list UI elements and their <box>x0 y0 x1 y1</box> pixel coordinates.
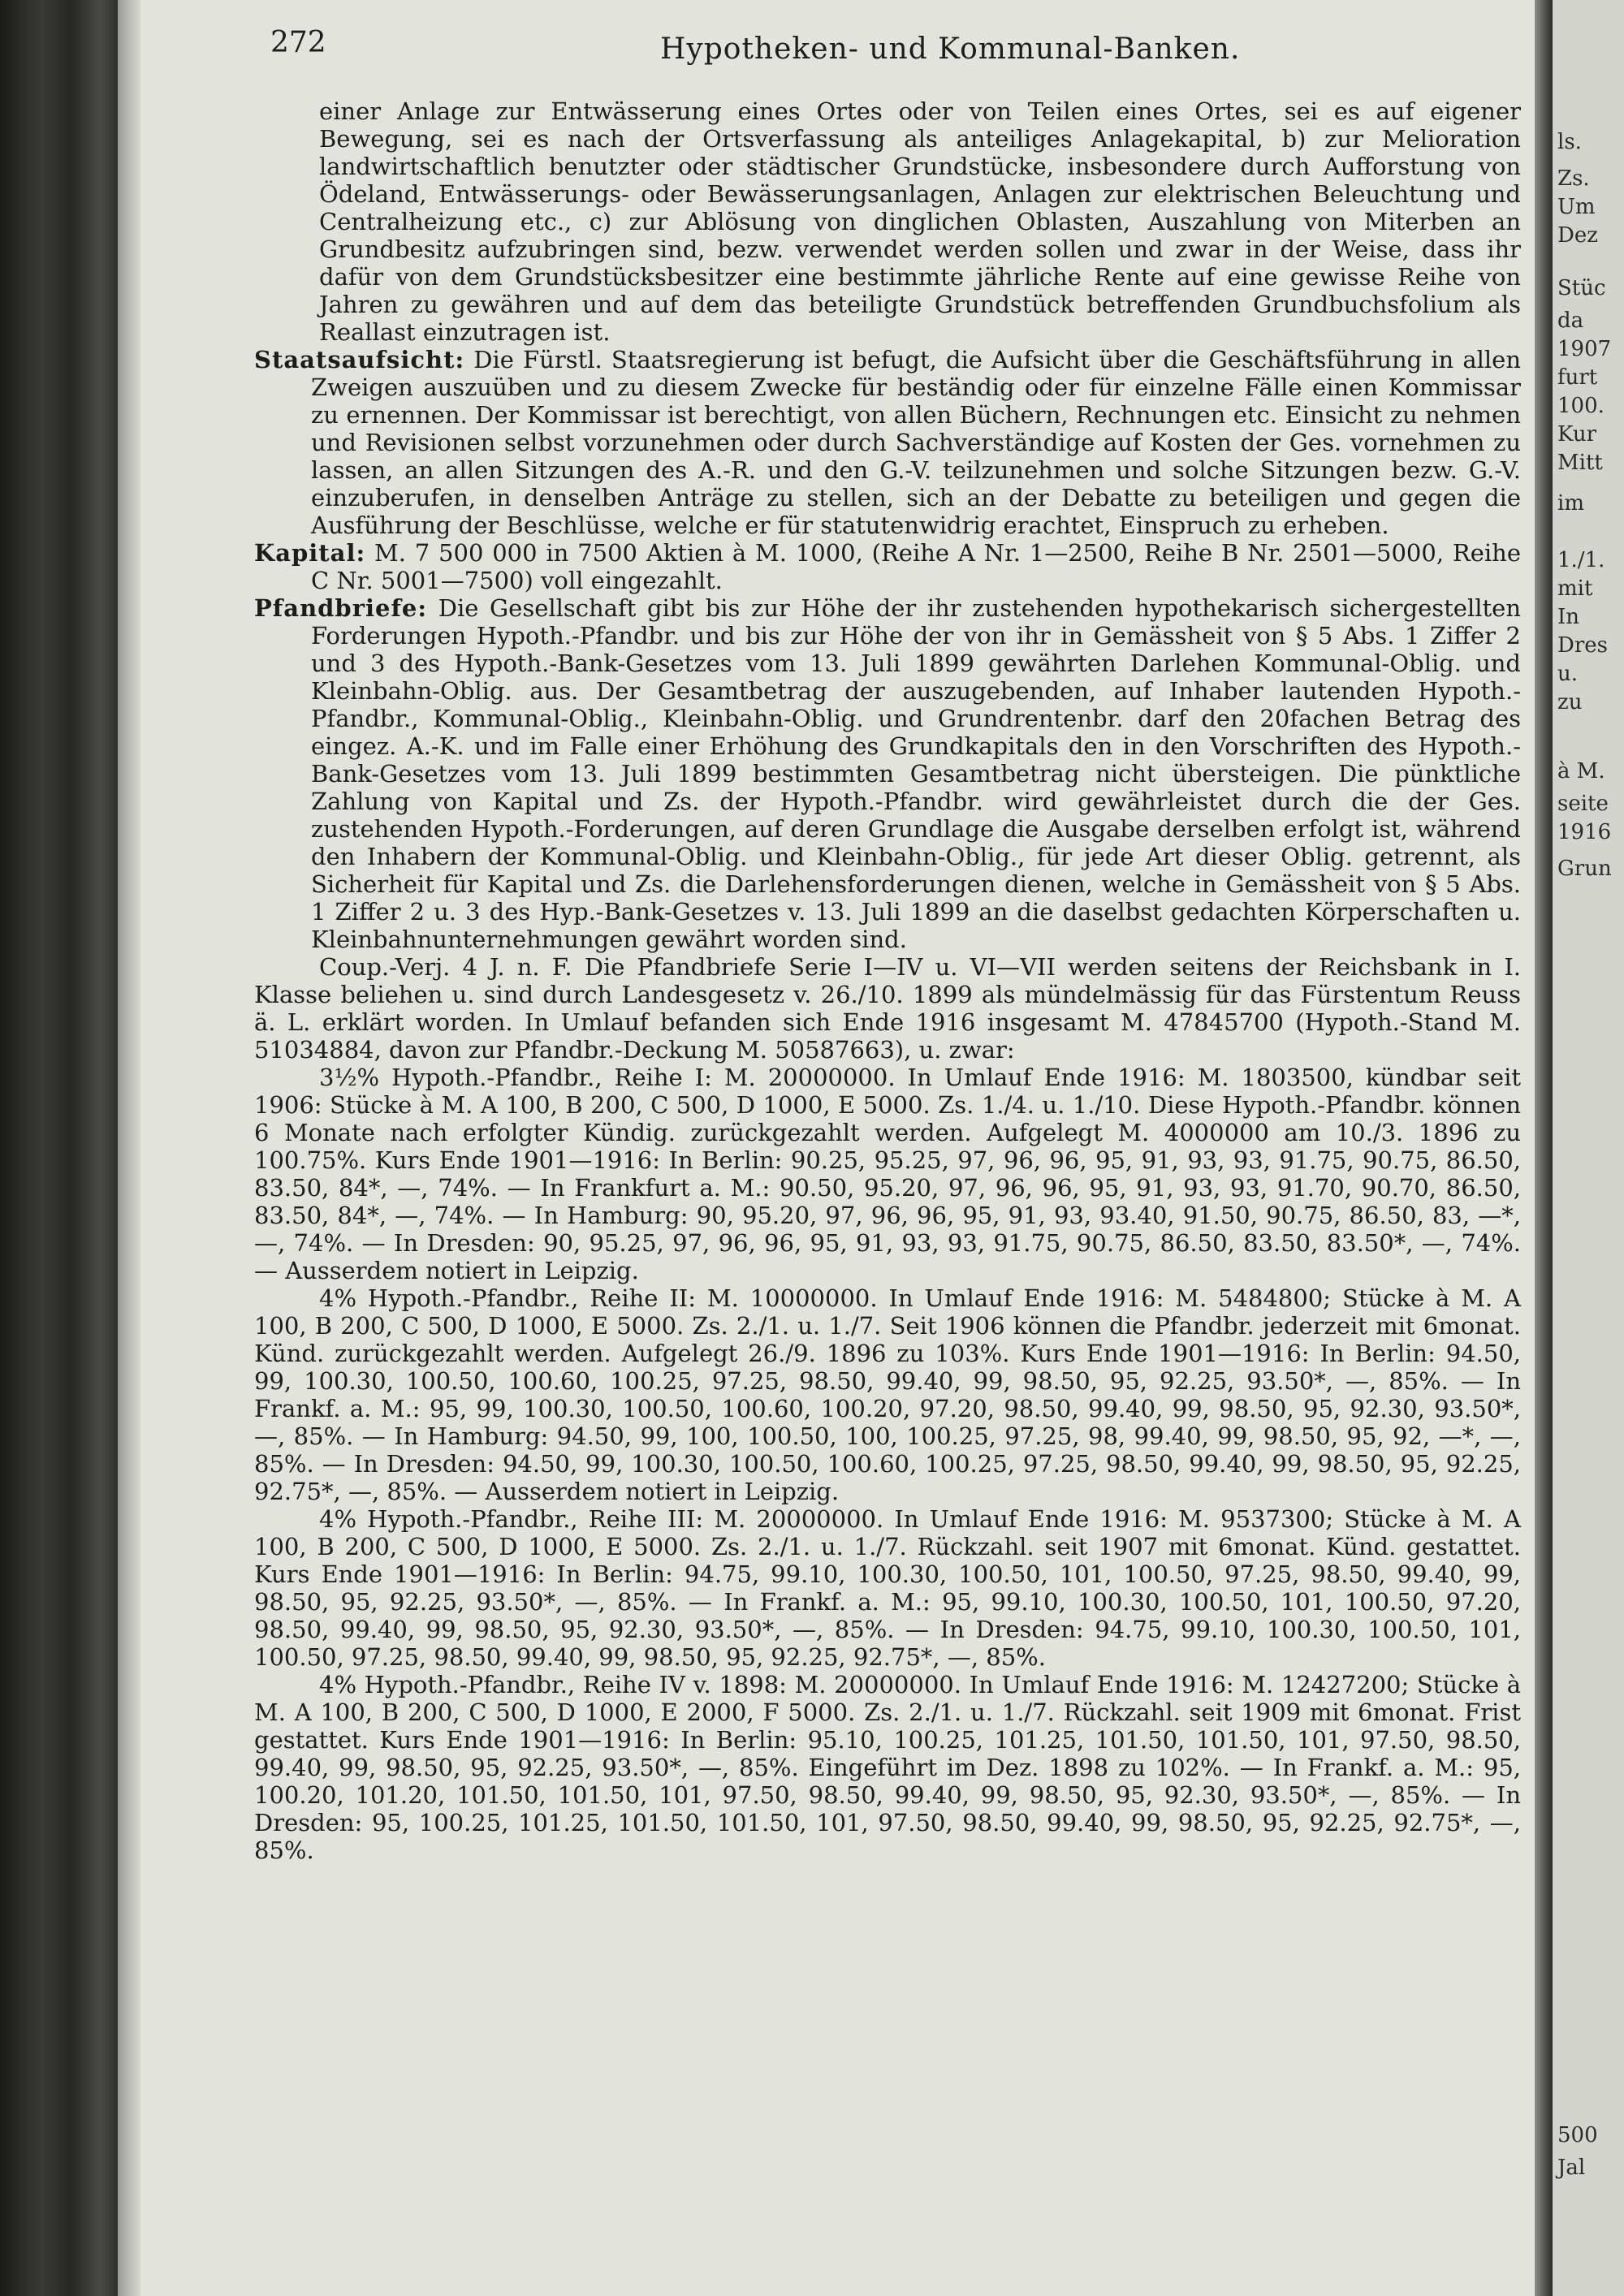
next-page-fragment: 1./1. <box>1557 548 1605 572</box>
kapital-section <box>254 539 1521 594</box>
page-body <box>254 97 1521 1864</box>
next-page-fragment: 1907 <box>1557 337 1612 361</box>
next-page-fragment: 500 <box>1557 2123 1598 2147</box>
next-page-fragment: Dez <box>1557 223 1598 248</box>
reihe-4-paragraph: 4% Hypoth.-Pfandbr., Reihe IV v. 1898: M. 20000000. In Umlauf Ende 1916: M. 12427200; Stücke à M. A 100, B 200, C 500, D 1000, E 2000, F 5000. Zs. 2./1. u. 1./7. Rückzahl. seit 1909 mit 6monat. Frist gestattet. Kurs Ende 1901—1916: In Berlin: 95.10, 100.25, 101.25, 101.50, 101.50, 101, 97.50, 98.50, 99.40, 99, 98.50, 95, 92.25, 93.50*, —, 85%. Eingeführt im Dez. 1898 zu 102%. — In Frankf. a. M.: 95, 100.20, 101.20, 101.50, 101.50, 101, 97.50, 98.50, 99.40, 99, 98.50, 95, 92.30, 93.50*, —, 85%. — In Dresden: 95, 100.25, 101.25, 101.50, 101.50, 101, 97.50, 98.50, 99.40, 99, 98.50, 95, 92.25, 92.75*, —, 85%. <box>254 1671 1521 1864</box>
pfandbriefe-label: Pfandbriefe: <box>254 594 428 622</box>
next-page-fragment: da <box>1557 309 1584 333</box>
book-binding <box>0 0 118 2296</box>
reihe-1-paragraph: 3½% Hypoth.-Pfandbr., Reihe I: M. 20000000. In Umlauf Ende 1916: M. 1803500, kündbar seit 1906: Stücke à M. A 100, B 200, C 500, D 1000, E 5000. Zs. 1./4. u. 1./10. Diese Hypoth.-Pfandbr. können 6 Monate nach erfolgter Kündig. zurückgezahlt werden. Aufgelegt M. 4000000 am 10./3. 1896 zu 100.75%. Kurs Ende 1901—1916: In Berlin: 90.25, 95.25, 97, 96, 96, 95, 91, 93, 93, 91.75, 90.75, 86.50, 83.50, 84*, —, 74%. — In Frankfurt a. M.: 90.50, 95.20, 97, 96, 96, 95, 91, 93, 93, 91.70, 90.70, 86.50, 83.50, 84*, —, 74%. — In Hamburg: 90, 95.20, 97, 96, 96, 95, 91, 93, 93.40, 91.50, 90.75, 86.50, 83, —*, —, 74%. — In Dresden: 90, 95.25, 97, 96, 96, 95, 91, 93, 93, 91.75, 90.75, 86.50, 83.50, 83.50*, —, 74%. — Ausserdem notiert in Leipzig. <box>254 1064 1521 1284</box>
reihe-2-paragraph: 4% Hypoth.-Pfandbr., Reihe II: M. 10000000. In Umlauf Ende 1916: M. 5484800; Stücke à M. A 100, B 200, C 500, D 1000, E 5000. Zs. 2./1. u. 1./7. Seit 1906 können die Pfandbr. jederzeit mit 6monat. Künd. zurückgezahlt werden. Aufgelegt 26./9. 1896 zu 103%. Kurs Ende 1901—1916: In Berlin: 94.50, 99, 100.30, 100.50, 100.60, 100.25, 97.25, 98.50, 99.40, 99, 98.50, 95, 92.25, 93.50*, —, 85%. — In Frankf. a. M.: 95, 99, 100.30, 100.50, 100.60, 100.20, 97.20, 98.50, 99.40, 99, 98.50, 95, 92.30, 93.50*, —, 85%. — In Hamburg: 94.50, 99, 100, 100.50, 100, 100.25, 97.25, 98, 99.40, 99, 98.50, 95, 92, —*, —, 85%. — In Dresden: 94.50, 99, 100.30, 100.50, 100.60, 100.25, 97.25, 98.50, 99.40, 99, 98.50, 95, 92.25, 92.75*, —, 85%. — Ausserdem notiert in Leipzig. <box>254 1284 1521 1505</box>
staatsaufsicht-section <box>254 346 1521 539</box>
next-page-fragment: In <box>1557 605 1580 629</box>
page-number: 272 <box>270 26 326 59</box>
next-page-fragment: ls. <box>1557 130 1582 154</box>
kapital-label: Kapital: <box>254 539 366 567</box>
page-gutter <box>118 0 140 2296</box>
next-page-fragment: Kur <box>1557 422 1597 447</box>
next-page-fragment: seite <box>1557 792 1609 816</box>
next-page-fragment: à M. <box>1557 759 1605 783</box>
intro-paragraph: einer Anlage zur Entwässerung eines Ortes oder von Teilen eines Ortes, sei es auf eigener Bewegung, sei es nach der Ortsverfassung als anteiliges Anlagekapital, b) zur Melioration landwirtschaftlich benutzter oder städtischer Grundstücke, insbesondere durch Aufforstung von Ödeland, Entwässerungs- oder Bewässerungsanlagen, Anlagen zur elektrischen Beleuchtung und Centralheizung etc., c) zur Ablösung von dinglichen Oblasten, Auszahlung von Miterben an Grundbesitz aufzubringen sind, bezw. verwendet werden sollen und zwar in der Weise, dass ihr dafür von dem Grundstücksbesitzer eine bestimmte jährliche Rente auf eine gewisse Reihe von Jahren zu gewähren und auf dem das beteiligte Grundstück betreffenden Grundbuchsfolium als Reallast einzutragen ist. <box>319 97 1521 346</box>
document-page <box>140 0 1543 2296</box>
next-page-fragment: 1916 <box>1557 820 1612 844</box>
next-page-fragment: 100. <box>1557 394 1605 418</box>
next-page-fragment: Stüc <box>1557 276 1606 300</box>
next-page-fragment: furt <box>1557 365 1598 390</box>
next-page-edge <box>1553 0 1624 2296</box>
kapital-text: M. 7 500 000 in 7500 Aktien à M. 1000, (Reihe A Nr. 1—2500, Reihe B Nr. 2501—5000, Reihe C Nr. 5001—7500) voll eingezahlt. <box>311 539 1521 594</box>
next-page-fragment: Zs. <box>1557 166 1590 191</box>
next-page-fragment: im <box>1557 491 1584 516</box>
pfandbriefe-section <box>254 594 1521 953</box>
staatsaufsicht-text: Die Fürstl. Staatsregierung ist befugt, die Aufsicht über die Geschäftsführung in allen Zweigen auszuüben und zu diesem Zwecke für beständig oder für einzelne Fälle einen Kommissar zu ernennen. Der Kommissar ist berechtigt, von allen Büchern, Rechnungen etc. Einsicht zu nehmen und Revisionen selbst vorzunehmen oder durch Sachverständige auf Kosten der Ges. vornehmen zu lassen, an allen Sitzungen des A.-R. und den G.-V. teilzunehmen und solche Sitzungen bezw. G.-V. einzuberufen, in denselben Anträge zu stellen, sich an der Debatte zu beteiligen und gegen die Ausführung der Beschlüsse, welche er für statutenwidrig erachtet, Einspruch zu erheben. <box>311 346 1521 539</box>
running-head: Hypotheken- und Kommunal-Banken. <box>660 32 1241 66</box>
next-page-fragment: zu <box>1557 690 1583 714</box>
next-page-fragment: Dres <box>1557 633 1609 658</box>
next-page-fragment: Mitt <box>1557 451 1603 475</box>
page-edge-shadow <box>1535 0 1553 2296</box>
next-page-fragment: Grun <box>1557 857 1612 881</box>
coupon-paragraph: Coup.-Verj. 4 J. n. F. Die Pfandbriefe Serie I—IV u. VI—VII werden seitens der Reichsbank in I. Klasse beliehen u. sind durch Landesgesetz v. 26./10. 1899 als mündelmässig für das Fürstentum Reuss ä. L. erklärt worden. In Umlauf befanden sich Ende 1916 insgesamt M. 47845700 (Hypoth.-Stand M. 51034884, davon zur Pfandbr.-Deckung M. 50587663), u. zwar: <box>254 953 1521 1064</box>
pfandbriefe-text: Die Gesellschaft gibt bis zur Höhe der ihr zustehenden hypothekarisch sichergestellten Forderungen Hypoth.-Pfandbr. und bis zur Höhe der von ihr in Gemässheit von § 5 Abs. 1 Ziffer 2 und 3 des Hypoth.-Bank-Gesetzes vom 13. Juli 1899 gewährten Darlehen Kommunal-Oblig. und Kleinbahn-Oblig. aus. Der Gesamtbetrag der auszugebenden, auf Inhaber lautenden Hypoth.-Pfandbr., Kommunal-Oblig., Kleinbahn-Oblig. und Grundrentenbr. darf den 20fachen Betrag des eingez. A.-K. und im Falle einer Erhöhung des Grundkapitals den in den Vorschriften des Hypoth.-Bank-Gesetzes vom 13. Juli 1899 bestimmten Gesamtbetrag nicht übersteigen. Die pünktliche Zahlung von Kapital und Zs. der Hypoth.-Pfandbr. wird gewährleistet durch die der Ges. zustehenden Hypoth.-Forderungen, auf deren Grundlage die Ausgabe derselben erfolgt ist, während den Inhabern der Kommunal-Oblig. und Kleinbahn-Oblig., für jede Art dieser Oblig. getrennt, als Sicherheit für Kapital und Zs. die Darlehensforderungen dienen, welche in Gemässheit von § 5 Abs. 1 Ziffer 2 u. 3 des Hyp.-Bank-Gesetzes v. 13. Juli 1899 an die daselbst gedachten Körperschaften u. Kleinbahnunternehmungen gewährt worden sind. <box>311 594 1521 953</box>
reihe-3-paragraph: 4% Hypoth.-Pfandbr., Reihe III: M. 20000000. In Umlauf Ende 1916: M. 9537300; Stücke à M. A 100, B 200, C 500, D 1000, E 5000. Zs. 2./1. u. 1./7. Rückzahl. seit 1907 mit 6monat. Künd. gestattet. Kurs Ende 1901—1916: In Berlin: 94.75, 99.10, 100.30, 100.50, 101, 100.50, 97.25, 98.50, 99.40, 99, 98.50, 95, 92.25, 93.50*, —, 85%. — In Frankf. a. M.: 95, 99.10, 100.30, 100.50, 101, 100.50, 97.20, 98.50, 99.40, 99, 98.50, 95, 92.30, 93.50*, —, 85%. — In Dresden: 94.75, 99.10, 100.30, 100.50, 101, 100.50, 97.25, 98.50, 99.40, 99, 98.50, 95, 92.25, 92.75*, —, 85%. <box>254 1505 1521 1671</box>
next-page-fragment: mit <box>1557 576 1593 601</box>
next-page-fragment: Jal <box>1557 2156 1586 2180</box>
staatsaufsicht-label: Staatsaufsicht: <box>254 346 465 373</box>
next-page-fragment: u. <box>1557 662 1579 686</box>
next-page-fragment: Um <box>1557 195 1596 219</box>
